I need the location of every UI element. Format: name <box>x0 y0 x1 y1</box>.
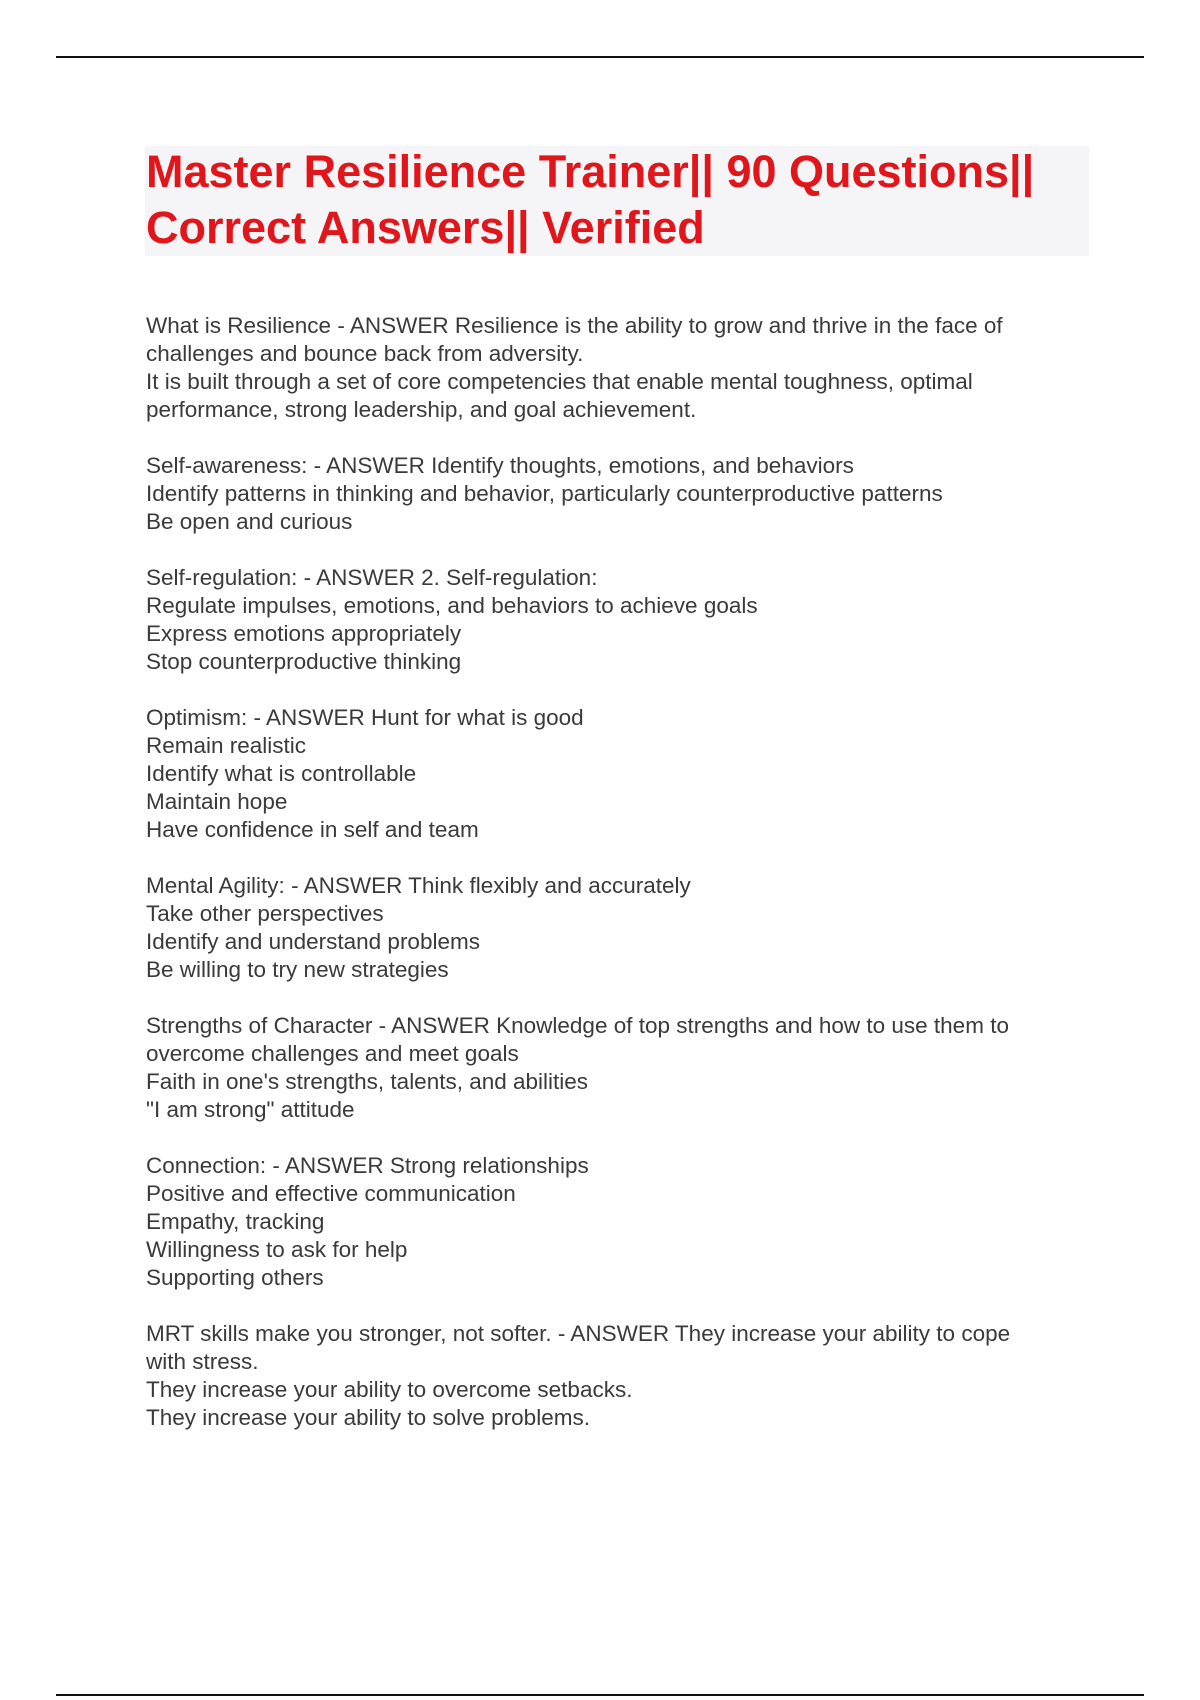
qa-line: Identify what is controllable <box>146 761 417 786</box>
qa-entry-connection <box>146 1152 1086 1292</box>
qa-line: Self-awareness: - ANSWER Identify thoughts, emotions, and behaviors <box>146 453 854 478</box>
qa-line: Positive and effective communication <box>146 1181 516 1206</box>
qa-line: performance, strong leadership, and goal achievement. <box>146 397 697 422</box>
qa-line: Identify patterns in thinking and behavior, particularly counterproductive patterns <box>146 481 943 506</box>
qa-line: Remain realistic <box>146 733 307 758</box>
qa-line: Have confidence in self and team <box>146 817 479 842</box>
qa-line: It is built through a set of core competencies that enable mental toughness, optimal <box>146 369 973 394</box>
qa-line: Connection: - ANSWER Strong relationships <box>146 1153 589 1178</box>
qa-line: Strengths of Character - ANSWER Knowledge of top strengths and how to use them to <box>146 1013 1009 1038</box>
page-bottom-rule <box>56 1694 1144 1696</box>
qa-line: Mental Agility: - ANSWER Think flexibly and accurately <box>146 873 691 898</box>
qa-line: MRT skills make you stronger, not softer. - ANSWER They increase your ability to cope <box>146 1321 1011 1346</box>
qa-line: Stop counterproductive thinking <box>146 649 462 674</box>
qa-line: Express emotions appropriately <box>146 621 462 646</box>
qa-line: Self-regulation: - ANSWER 2. Self-regulation: <box>146 565 598 590</box>
qa-line: They increase your ability to overcome setbacks. <box>146 1377 633 1402</box>
document-title: Master Resilience Trainer|| 90 Questions|| Correct Answers|| Verified <box>146 146 1035 253</box>
qa-line: Regulate impulses, emotions, and behaviors to achieve goals <box>146 593 758 618</box>
qa-entry-resilience <box>146 312 1086 424</box>
qa-line: Empathy, tracking <box>146 1209 325 1234</box>
qa-line: challenges and bounce back from adversity. <box>146 341 584 366</box>
page-top-rule <box>56 56 1144 58</box>
qa-line: Identify and understand problems <box>146 929 480 954</box>
qa-entry-self-regulation <box>146 564 1086 676</box>
qa-line: They increase your ability to solve problems. <box>146 1405 590 1430</box>
qa-entry-mental-agility <box>146 872 1086 984</box>
qa-line: Take other perspectives <box>146 901 384 926</box>
qa-entry-optimism <box>146 704 1086 844</box>
qa-line: Be willing to try new strategies <box>146 957 449 982</box>
qa-entry-strengths-of-character <box>146 1012 1086 1124</box>
qa-line: overcome challenges and meet goals <box>146 1041 519 1066</box>
qa-entry-self-awareness <box>146 452 1086 536</box>
qa-line: Be open and curious <box>146 509 353 534</box>
qa-list <box>146 312 1086 1460</box>
qa-line: Supporting others <box>146 1265 324 1290</box>
qa-line: Maintain hope <box>146 789 288 814</box>
qa-line: with stress. <box>146 1349 259 1374</box>
qa-line: "I am strong" attitude <box>146 1097 355 1122</box>
qa-entry-mrt-skills <box>146 1320 1086 1432</box>
qa-line: What is Resilience - ANSWER Resilience is the ability to grow and thrive in the face of <box>146 313 1003 338</box>
qa-line: Optimism: - ANSWER Hunt for what is good <box>146 705 584 730</box>
qa-line: Faith in one's strengths, talents, and abilities <box>146 1069 589 1094</box>
qa-line: Willingness to ask for help <box>146 1237 408 1262</box>
